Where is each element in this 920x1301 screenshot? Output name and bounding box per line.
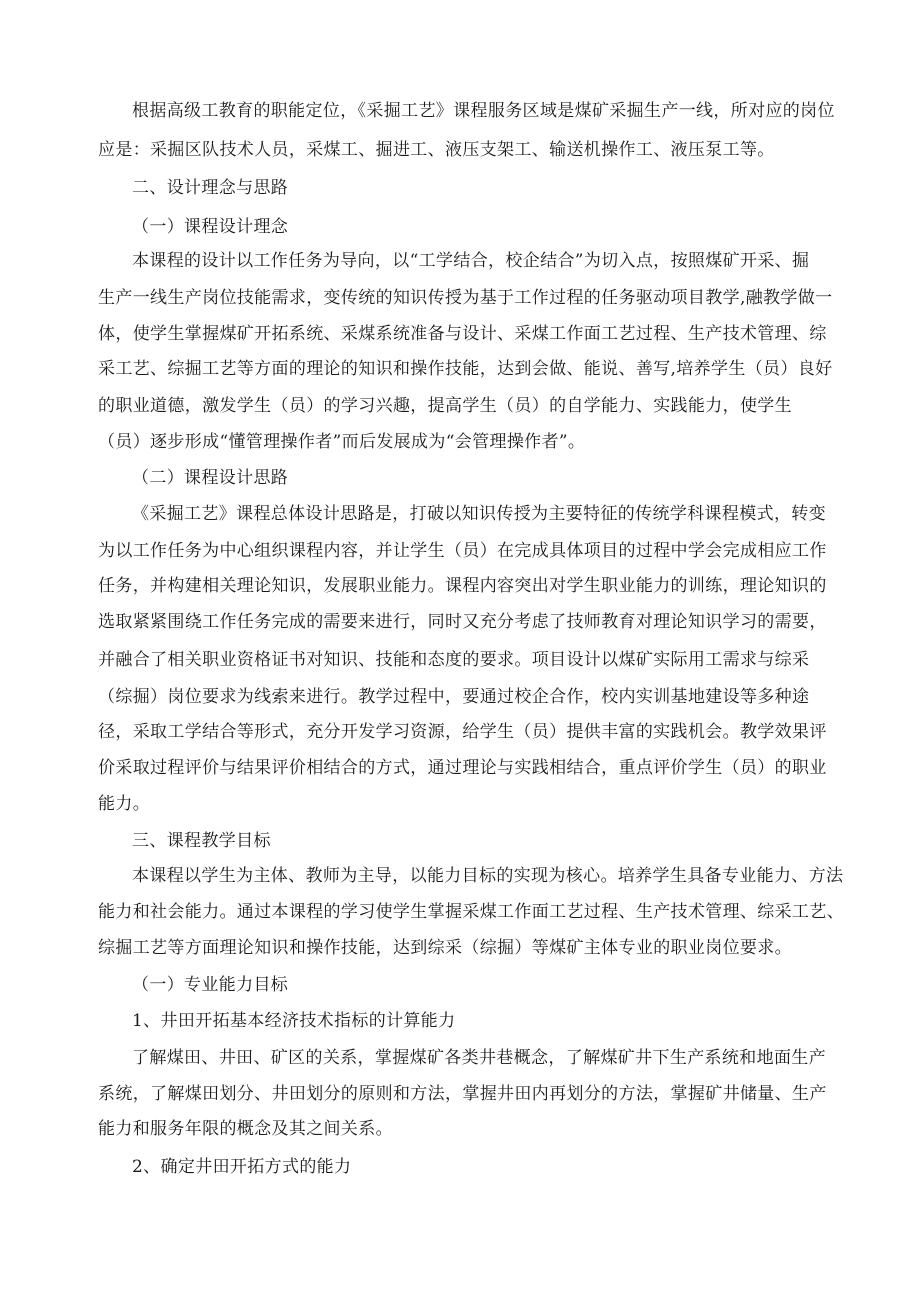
- paragraph-line: 任务，并构建相关理论知识，发展职业能力。课程内容突出对学生职业能力的训练，理论知识的: [98, 576, 827, 596]
- paragraph-line: 径，采取工学结合等形式，充分开发学习资源，给学生（员）提供丰富的实践机会。教学效果评: [98, 722, 827, 742]
- paragraph-line: 综掘工艺等方面理论知识和操作技能，达到综采（综掘）等煤矿主体专业的职业岗位要求。: [98, 938, 792, 958]
- paragraph-line: 根据高级工教育的职能定位，《采掘工艺》课程服务区域是煤矿采掘生产一线，所对应的岗位: [132, 101, 835, 121]
- paragraph-line: 本课程以学生为主体、教师为主导，以能力目标的实现为核心。培养学生具备专业能力、方法: [132, 866, 844, 886]
- list-item-heading: 2、确定井田开拓方式的能力: [132, 1157, 352, 1177]
- paragraph-line: 系统，了解煤田划分、井田划分的原则和方法，掌握井田内再划分的方法，掌握矿井储量、生产: [98, 1084, 827, 1104]
- paragraph-line: （综掘）岗位要求为线索来进行。教学过程中，要通过校企合作，校内实训基地建设等多种途: [98, 687, 810, 707]
- section-heading: 三、课程教学目标: [132, 831, 271, 851]
- paragraph-line: 能力和服务年限的概念及其之间关系。: [98, 1119, 393, 1139]
- paragraph-line: 并融合了相关职业资格证书对知识、技能和态度的要求。项目设计以煤矿实际用工需求与综采: [98, 650, 810, 670]
- paragraph-line: 本课程的设计以工作任务为导向，以“工学结合，校企结合”为切入点，按照煤矿开采、掘: [132, 251, 810, 271]
- paragraph-line: （员）逐步形成“懂管理操作者”而后发展成为“会管理操作者”。: [98, 432, 586, 452]
- subsection-heading: （一）专业能力目标: [132, 975, 289, 995]
- paragraph-line: 生产一线生产岗位技能需求，变传统的知识传授为基于工作过程的任务驱动项目教学,融教学做一: [98, 288, 833, 308]
- paragraph-line: 采工艺、综掘工艺等方面的理论的知识和操作技能，达到会做、能说、善写,培养学生（员）良好: [98, 359, 833, 379]
- list-item-heading: 1、井田开拓基本经济技术指标的计算能力: [132, 1011, 456, 1031]
- subsection-heading: （二）课程设计思路: [132, 468, 289, 488]
- subsection-heading: （一）课程设计理念: [132, 217, 289, 237]
- paragraph-line: 的职业道德，激发学生（员）的学习兴趣，提高学生（员）的自学能力、实践能力，使学生: [98, 396, 792, 416]
- paragraph-line: 《采掘工艺》课程总体设计思路是，打破以知识传授为主要特征的传统学科课程模式，转变: [132, 504, 826, 524]
- section-heading: 二、设计理念与思路: [132, 178, 289, 198]
- paragraph-line: 了解煤田、井田、矿区的关系，掌握煤矿各类井巷概念，了解煤矿井下生产系统和地面生产: [132, 1048, 826, 1068]
- paragraph-line: 体，使学生掌握煤矿开拓系统、采煤系统准备与设计、采煤工作面工艺过程、生产技术管理、综: [98, 324, 827, 344]
- paragraph-line: 价采取过程评价与结果评价相结合的方式，通过理论与实践相结合，重点评价学生（员）的职业: [98, 758, 827, 778]
- paragraph-line: 能力。: [98, 794, 151, 814]
- paragraph-line: 为以工作任务为中心组织课程内容，并让学生（员）在完成具体项目的过程中学会完成相应工作: [98, 541, 827, 561]
- paragraph-line: 能力和社会能力。通过本课程的学习使学生掌握采煤工作面工艺过程、生产技术管理、综采工艺、: [98, 902, 845, 922]
- paragraph-line: 应是：采掘区队技术人员，采煤工、掘进工、液压支架工、输送机操作工、液压泵工等。: [98, 140, 775, 160]
- paragraph-line: 选取紧紧围绕工作任务完成的需要来进行，同时又充分考虑了技师教育对理论知识学习的需要，: [98, 612, 827, 632]
